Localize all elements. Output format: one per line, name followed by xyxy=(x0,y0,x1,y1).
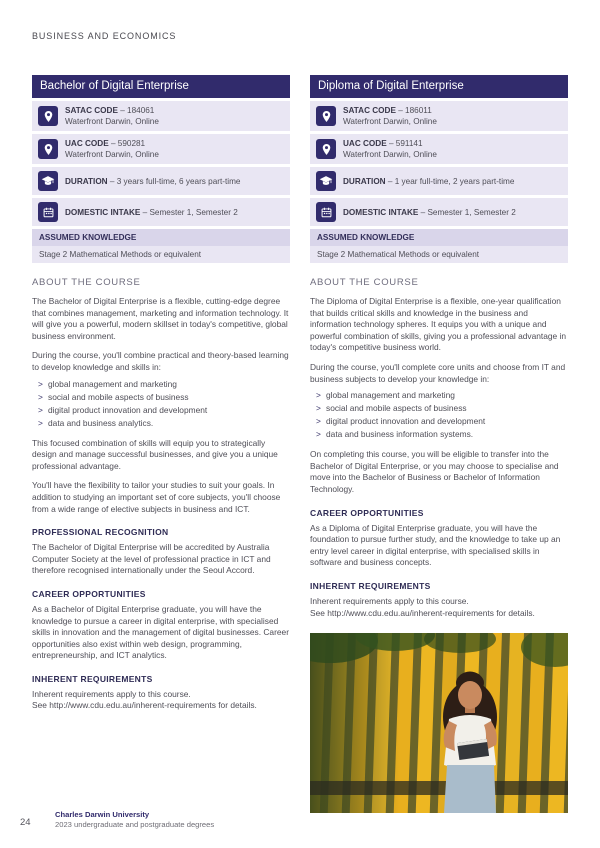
info-text: SATAC CODE – 184061 Waterfront Darwin, Online xyxy=(65,106,159,126)
page-number: 24 xyxy=(20,817,31,828)
career-opportunities-heading: CAREER OPPORTUNITIES xyxy=(310,507,424,518)
info-text: DOMESTIC INTAKE – Semester 1, Semester 2 xyxy=(343,207,516,217)
info-row-duration xyxy=(32,167,290,195)
course-title: Diploma of Digital Enterprise xyxy=(310,75,568,98)
mortarboard-icon xyxy=(316,171,336,191)
footer-text xyxy=(55,810,214,830)
student-photo xyxy=(310,633,568,813)
skills-list xyxy=(312,389,568,441)
inherent-requirements-heading: INHERENT REQUIREMENTS xyxy=(310,580,431,591)
about-paragraph: During the course, you'll complete core units and choose from IT and business subjects to develop your knowledge in: xyxy=(310,361,566,384)
skills-list xyxy=(34,378,290,430)
assumed-knowledge-block xyxy=(310,229,568,263)
info-row-duration xyxy=(310,167,568,195)
inherent-requirements-line: Inherent requirements apply to this course. xyxy=(32,688,191,699)
list-item: > data and business analytics. xyxy=(38,417,154,428)
location-pin-icon xyxy=(38,139,58,159)
mortarboard-icon xyxy=(38,171,58,191)
info-text: UAC CODE – 590281 Waterfront Darwin, Online xyxy=(65,139,159,159)
info-text: UAC CODE – 591141 Waterfront Darwin, Online xyxy=(343,139,437,159)
section-label: BUSINESS AND ECONOMICS xyxy=(32,31,177,41)
list-item: > global management and marketing xyxy=(316,390,455,401)
list-item: > digital product innovation and development xyxy=(316,416,486,427)
career-opportunities-paragraph: As a Bachelor of Digital Enterprise graduate, you will have the knowledge to pursue a career in digital enterprise, with specialised skills in innovation and the management of digital businesses. Career opportunities also exist within web design, programming, entrepreneurship, and ICT analytics. xyxy=(32,603,289,661)
list-item: > data and business information systems. xyxy=(316,429,474,440)
info-row-intake xyxy=(32,198,290,226)
assumed-knowledge-block xyxy=(32,229,290,263)
assumed-knowledge-label: ASSUMED KNOWLEDGE xyxy=(32,229,290,246)
footer-publication: 2023 undergraduate and postgraduate degrees xyxy=(55,820,215,829)
list-item: > social and mobile aspects of business xyxy=(316,403,467,414)
location-pin-icon xyxy=(316,139,336,159)
course-card-diploma xyxy=(310,75,568,813)
assumed-knowledge-value: Stage 2 Mathematical Methods or equivalent xyxy=(32,246,290,263)
career-opportunities-heading: CAREER OPPORTUNITIES xyxy=(32,588,146,599)
calendar-icon xyxy=(316,202,336,222)
footer-university: Charles Darwin University xyxy=(55,810,150,819)
info-row-satac xyxy=(32,101,290,131)
inherent-requirements-heading: INHERENT REQUIREMENTS xyxy=(32,673,153,684)
list-item: > social and mobile aspects of business xyxy=(38,391,189,402)
list-item: > digital product innovation and development xyxy=(38,404,208,415)
inherent-requirements-link-line: See http://www.cdu.edu.au/inherent-requirements for details. xyxy=(310,607,535,618)
about-paragraph: The Diploma of Digital Enterprise is a flexible, one-year qualification that builds critical skills and knowledge in the business and information technology spheres. It equips you with a unique and powerful combination of skills, giving you a professional advantage in today's competitive business world. xyxy=(310,296,567,353)
location-pin-icon xyxy=(316,106,336,126)
about-heading: ABOUT THE COURSE xyxy=(32,277,141,288)
assumed-knowledge-label: ASSUMED KNOWLEDGE xyxy=(310,229,568,246)
professional-recognition-heading: PROFESSIONAL RECOGNITION xyxy=(32,527,169,538)
about-paragraph: This focused combination of skills will equip you to strategically design and manage successful businesses, and give you a unique professional advantage. xyxy=(32,437,278,471)
about-paragraph: You'll have the flexibility to tailor your studies to suit your goals. In addition to studying an important set of core subjects, you'll choose from a wide range of elective subjects in business and ICT. xyxy=(32,480,281,514)
info-row-satac xyxy=(310,101,568,131)
about-paragraph: The Bachelor of Digital Enterprise is a flexible, cutting-edge degree that combines management, marketing and information technology. It will give you a powerful, modern skillset in today's competitive, global business environment. xyxy=(32,296,289,341)
professional-recognition-paragraph: The Bachelor of Digital Enterprise will be accredited by Australia Computer Society at the level of professional practice in ICT and therefore recognised internationally under the Seoul Accord. xyxy=(32,542,271,576)
info-row-intake xyxy=(310,198,568,226)
list-item: > global management and marketing xyxy=(38,378,177,389)
info-row-uac xyxy=(310,134,568,164)
inherent-requirements-line: Inherent requirements apply to this course. xyxy=(310,595,469,606)
course-card-bachelor xyxy=(32,75,290,813)
inherent-requirements-link-line: See http://www.cdu.edu.au/inherent-requirements for details. xyxy=(32,700,257,711)
about-paragraph: On completing this course, you will be eligible to transfer into the Bachelor of Digital Enterprise, or you may choose to specialise and move into the Bachelor of Business or Bachelor of Information Technology. xyxy=(310,449,559,494)
about-paragraph: During the course, you'll combine practical and theory-based learning to develop knowledge and skills in: xyxy=(32,350,289,372)
course-columns xyxy=(32,75,568,813)
info-row-uac xyxy=(32,134,290,164)
calendar-icon xyxy=(38,202,58,222)
about-heading: ABOUT THE COURSE xyxy=(310,277,419,288)
career-opportunities-paragraph: As a Diploma of Digital Enterprise graduate, you will have the foundation to pursue further study, and the knowledge to take up an entry level career in digital enterprise, with specialised skills in software and business concepts. xyxy=(310,522,561,568)
info-text: DURATION – 1 year full-time, 2 years part-time xyxy=(343,176,515,186)
assumed-knowledge-value: Stage 2 Mathematical Methods or equivalent xyxy=(310,246,568,263)
info-text: DURATION – 3 years full-time, 6 years part-time xyxy=(65,176,241,186)
location-pin-icon xyxy=(38,106,58,126)
info-text: SATAC CODE – 186011 Waterfront Darwin, Online xyxy=(343,106,437,126)
info-text: DOMESTIC INTAKE – Semester 1, Semester 2 xyxy=(65,207,238,217)
course-title: Bachelor of Digital Enterprise xyxy=(32,75,290,98)
